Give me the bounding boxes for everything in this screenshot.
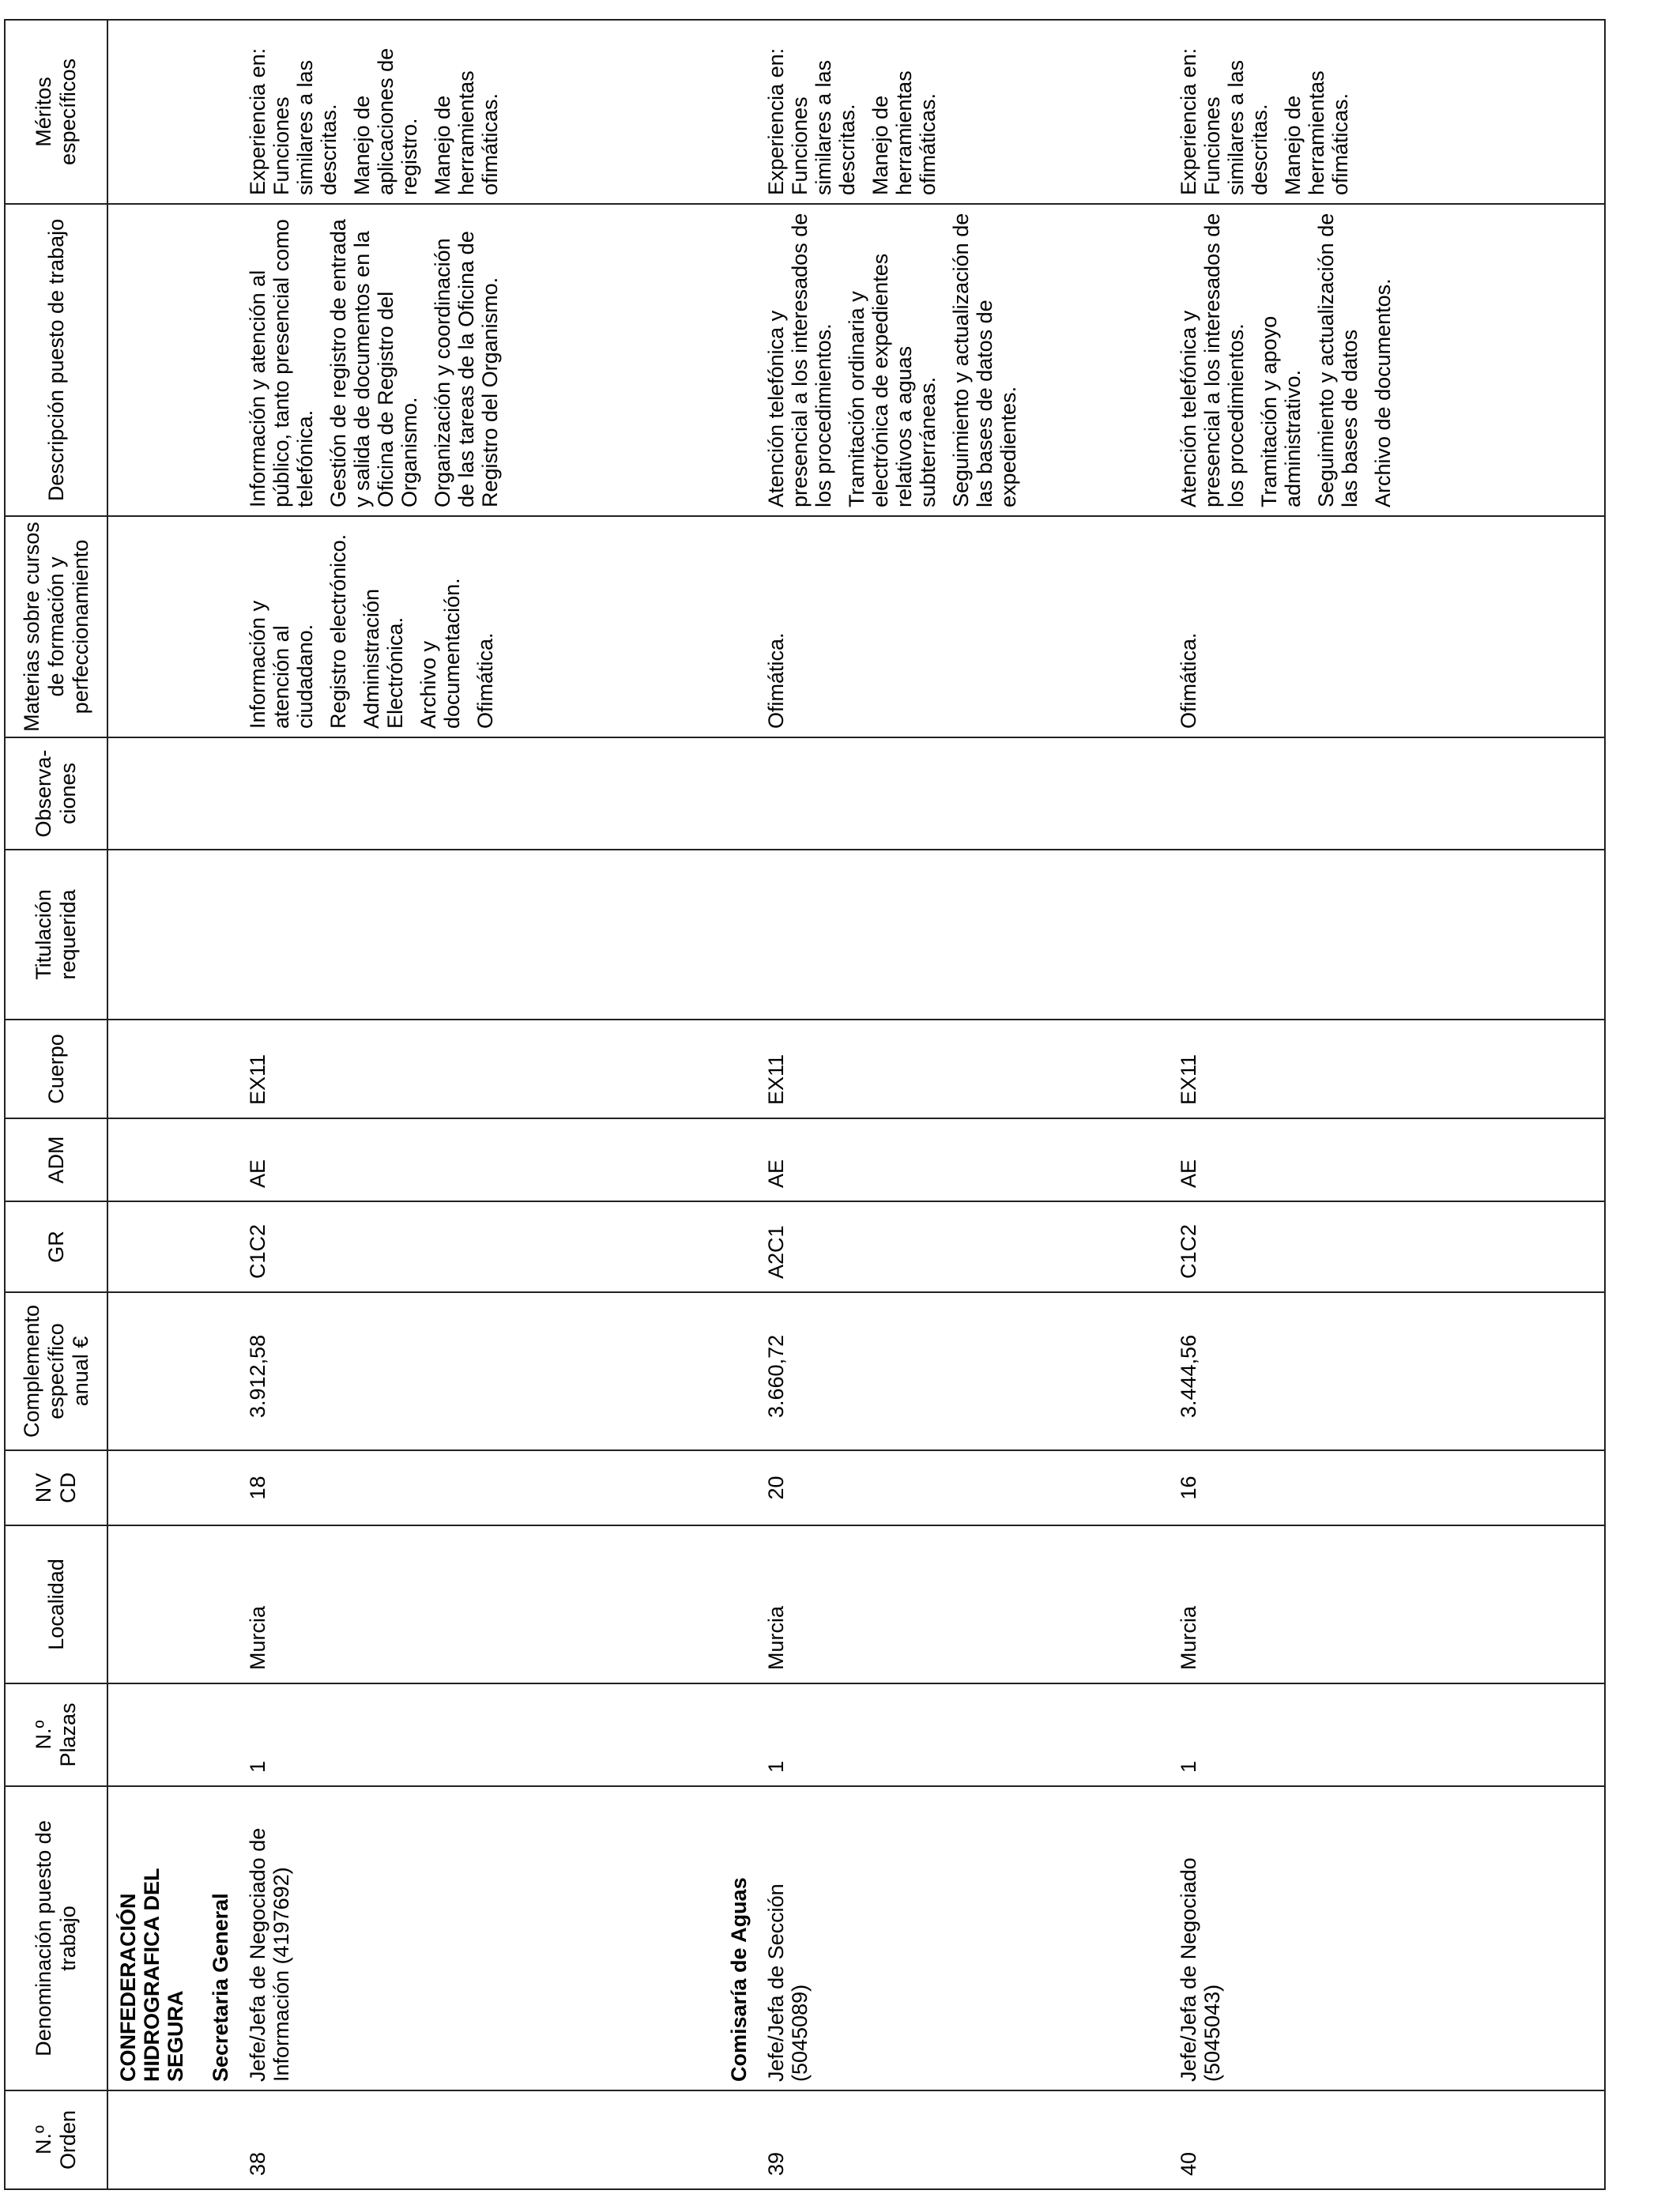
descripcion-item: Tramitación y apoyo administrativo.	[1256, 315, 1305, 507]
materias-item: Ofimática.	[764, 632, 789, 729]
descripcion-item: Gestión de registro de entrada y salida de documentos en la Oficina de Registro del Organismo.	[326, 219, 422, 507]
meritos-item: Funciones similares a las descritas.	[269, 59, 341, 195]
orden-cell: 38	[246, 2090, 714, 2189]
descripcion-item: Atención telefónica y presencial a los interesados de los procedimientos.	[764, 213, 836, 507]
unit-name-comisaria: Comisaría de Aguas	[714, 1786, 764, 2090]
meritos-item: Funciones similares a las descritas.	[788, 59, 860, 195]
localidad-cell: Murcia	[1177, 1525, 1605, 1683]
header-row	[5, 20, 107, 2189]
localidad-cell: Murcia	[764, 1525, 1176, 1683]
cuerpo-cell: EX11	[246, 1020, 714, 1118]
header-adm: ADM	[5, 1118, 107, 1201]
observaciones-cell	[246, 737, 714, 850]
plazas-cell: 1	[246, 1683, 714, 1786]
meritos-item: Manejo de herramientas ofimáticas.	[431, 70, 503, 195]
meritos-cell	[1177, 20, 1605, 204]
titulacion-cell	[246, 850, 714, 1020]
header-denominacion: Denominación puesto de trabajo	[5, 1786, 107, 2090]
table-row	[1177, 20, 1605, 2189]
unit-row-comisaria	[714, 20, 764, 2189]
materias-cell	[1177, 516, 1605, 737]
meritos-item: Funciones similares a las descritas.	[1200, 59, 1271, 195]
localidad-cell: Murcia	[246, 1525, 714, 1683]
meritos-item: Manejo de herramientas ofimáticas.	[868, 70, 940, 195]
denominacion-cell: Jefe/Jefa de Negociado (5045043)	[1177, 1786, 1605, 2090]
descripcion-cell	[764, 204, 1176, 516]
materias-item: Información y atención al ciudadano.	[246, 600, 318, 729]
header-nivel: NV CD	[5, 1450, 107, 1525]
header-orden: N.º Orden	[5, 2090, 107, 2189]
observaciones-cell	[764, 737, 1176, 850]
header-cuerpo: Cuerpo	[5, 1020, 107, 1118]
header-plazas: N.º Plazas	[5, 1683, 107, 1786]
descripcion-item: Atención telefónica y presencial a los interesados de los procedimientos.	[1176, 213, 1248, 507]
materias-item: Administración Electrónica.	[360, 588, 408, 729]
titulacion-cell	[764, 850, 1176, 1020]
plazas-cell: 1	[1177, 1683, 1605, 1786]
materias-item: Registro electrónico.	[326, 533, 351, 729]
table-row	[764, 20, 1176, 2189]
orden-cell: 40	[1177, 2090, 1605, 2189]
denominacion-cell: Jefe/Jefa de Sección (5045089)	[764, 1786, 1176, 2090]
observaciones-cell	[1177, 737, 1605, 850]
denominacion-cell: Jefe/Jefa de Negociado de Información (4197692)	[246, 1786, 714, 2090]
descripcion-item: Información y atención al público, tanto presencial como telefónica.	[246, 219, 318, 507]
header-localidad: Localidad	[5, 1525, 107, 1683]
organization-name: CONFEDERACIÓN HIDROGRAFICA DEL SEGURA	[107, 1786, 195, 2090]
meritos-cell	[246, 20, 714, 204]
materias-item: Ofimática.	[1176, 632, 1200, 729]
header-observaciones: Observa-ciones	[5, 737, 107, 850]
grupo-cell: A2C1	[764, 1201, 1176, 1292]
meritos-item: Experiencia en:	[246, 47, 270, 195]
nivel-cell: 20	[764, 1450, 1176, 1525]
unit-name-secretaria: Secretaria General	[195, 1786, 246, 2090]
descripcion-cell	[246, 204, 714, 516]
grupo-cell: C1C2	[1177, 1201, 1605, 1292]
adm-cell: AE	[1177, 1118, 1605, 1201]
materias-item: Archivo y documentación.	[416, 578, 465, 729]
meritos-item: Manejo de aplicaciones de registro.	[350, 47, 422, 195]
materias-item: Ofimática.	[473, 632, 498, 729]
materias-cell	[764, 516, 1176, 737]
table-row	[246, 20, 714, 2189]
complemento-cell: 3.912,58	[246, 1292, 714, 1450]
descripcion-item: Seguimiento y actualización de las bases de datos de expedientes.	[949, 213, 1021, 507]
descripcion-item: Seguimiento y actualización de las bases de datos	[1313, 213, 1362, 507]
orden-cell: 39	[764, 2090, 1176, 2189]
complemento-cell: 3.660,72	[764, 1292, 1176, 1450]
descripcion-item: Archivo de documentos.	[1370, 278, 1395, 507]
nivel-cell: 18	[246, 1450, 714, 1525]
header-meritos: Méritos específicos	[5, 20, 107, 204]
meritos-item: Experiencia en:	[1176, 47, 1200, 195]
grupo-cell: C1C2	[246, 1201, 714, 1292]
unit-row-secretaria	[195, 20, 246, 2189]
header-complemento: Complemento específico anual €	[5, 1292, 107, 1450]
adm-cell: AE	[764, 1118, 1176, 1201]
meritos-item: Experiencia en:	[764, 47, 789, 195]
complemento-cell: 3.444,56	[1177, 1292, 1605, 1450]
plazas-cell: 1	[764, 1683, 1176, 1786]
meritos-item: Manejo de herramientas ofimáticas.	[1280, 70, 1352, 195]
descripcion-item: Organización y coordinación de las tareas de la Oficina de Registro del Organismo.	[431, 231, 503, 507]
materias-cell	[246, 516, 714, 737]
header-titulacion: Titulación requerida	[5, 850, 107, 1020]
descripcion-cell	[1177, 204, 1605, 516]
titulacion-cell	[1177, 850, 1605, 1020]
cuerpo-cell: EX11	[764, 1020, 1176, 1118]
nivel-cell: 16	[1177, 1450, 1605, 1525]
header-grupo: GR	[5, 1201, 107, 1292]
job-positions-table	[4, 19, 1606, 2190]
meritos-cell	[764, 20, 1176, 204]
header-materias: Materias sobre cursos de formación y perfeccionamiento	[5, 516, 107, 737]
adm-cell: AE	[246, 1118, 714, 1201]
organization-row	[107, 20, 195, 2189]
descripcion-item: Tramitación ordinaria y electrónica de expedientes relativos a aguas subterráneas.	[845, 253, 940, 507]
cuerpo-cell: EX11	[1177, 1020, 1605, 1118]
header-descripcion: Descripción puesto de trabajo	[5, 204, 107, 516]
